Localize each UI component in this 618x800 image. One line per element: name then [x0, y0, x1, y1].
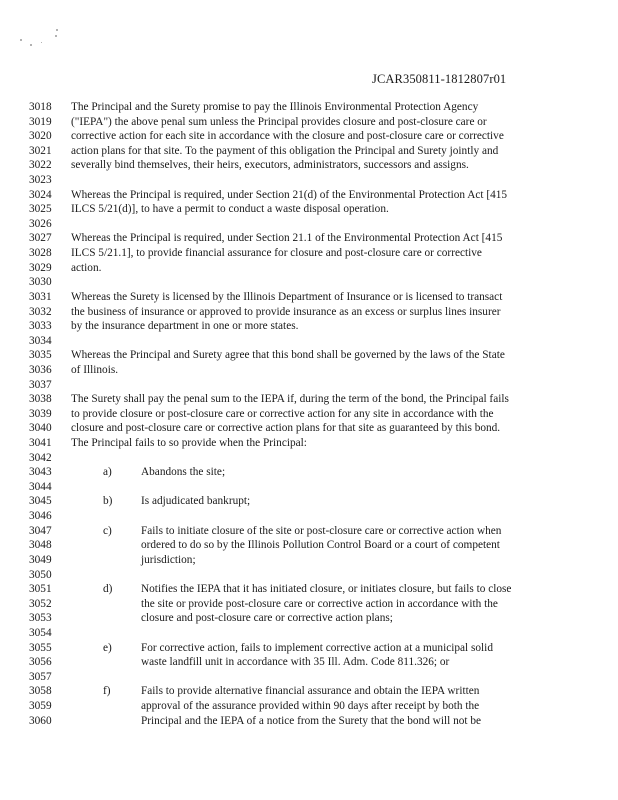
document-line	[0, 319, 618, 334]
list-item-text: Fails to initiate closure of the site or post-closure care or corrective action when	[141, 524, 502, 537]
line-number: 3060	[29, 714, 52, 727]
list-item-text: jurisdiction;	[141, 553, 196, 566]
document-line	[0, 421, 618, 436]
document-line	[0, 334, 618, 349]
line-number: 3042	[29, 451, 52, 464]
document-line	[0, 626, 618, 641]
paragraph-text: ILCS 5/21.1], to provide financial assurance for closure and post-closure care or corrective	[71, 247, 482, 260]
line-number: 3019	[29, 115, 52, 128]
line-number: 3039	[29, 407, 52, 420]
line-number: 3035	[29, 349, 52, 362]
document-line	[0, 436, 618, 451]
paragraph-text: action.	[71, 261, 102, 274]
list-item-text: waste landfill unit in accordance with 35 Ill. Adm. Code 811.326; or	[141, 656, 450, 669]
list-item-text: Is adjudicated bankrupt;	[141, 495, 251, 508]
document-line	[0, 290, 618, 305]
document-line	[0, 509, 618, 524]
paragraph-text: The Principal and the Surety promise to pay the Illinois Environmental Protection Agency	[71, 101, 479, 113]
paragraph-text: action plans for that site. To the payment of this obligation the Principal and Surety jointly and	[71, 144, 499, 157]
line-number: 3031	[29, 290, 52, 303]
paragraph-text: Whereas the Surety is licensed by the Illinois Department of Insurance or is licensed to transact	[71, 290, 503, 303]
document-line	[0, 670, 618, 685]
paragraph-text: Whereas the Principal is required, under Section 21(d) of the Environmental Protection Act [415	[71, 188, 508, 201]
paragraph-text: severally bind themselves, their heirs, executors, administrators, successors and assigns.	[71, 159, 469, 172]
document-line	[0, 582, 618, 597]
document-line	[0, 568, 618, 583]
list-item-label: d)	[103, 583, 113, 596]
document-line	[0, 129, 618, 144]
document-line	[0, 611, 618, 626]
line-number: 3057	[29, 670, 52, 683]
document-line	[0, 115, 618, 130]
document-line	[0, 553, 618, 568]
document-line	[0, 231, 618, 246]
document-line	[0, 392, 618, 407]
list-item-text: For corrective action, fails to implement corrective action at a municipal solid	[141, 641, 493, 654]
document-line	[0, 641, 618, 656]
line-number: 3021	[29, 144, 52, 157]
document-line	[0, 538, 618, 553]
document-line	[0, 363, 618, 378]
paragraph-text: The Principal fails to so provide when the Principal:	[71, 437, 307, 450]
line-number: 3059	[29, 699, 52, 712]
list-item-text: the site or provide post-closure care or corrective action in accordance with the	[141, 597, 498, 610]
paragraph-text: the business of insurance or approved to provide insurance as an excess or surplus lines insurer	[71, 305, 501, 318]
document-line	[0, 655, 618, 670]
paragraph-text: closure and post-closure care or corrective action plans for that site as guaranteed by this bond.	[71, 422, 501, 435]
document-line	[0, 699, 618, 714]
line-number: 3020	[29, 130, 52, 143]
document-line	[0, 188, 618, 203]
line-number: 3048	[29, 539, 52, 552]
document-line	[0, 275, 618, 290]
document-body	[0, 100, 618, 728]
paragraph-text: corrective action for each site in accordance with the closure and post-closure care or corrective	[71, 130, 504, 143]
list-item-label: f)	[103, 685, 111, 698]
line-number: 3024	[29, 188, 52, 201]
line-number: 3045	[29, 495, 52, 508]
document-line	[0, 100, 618, 115]
document-line	[0, 202, 618, 217]
line-number: 3023	[29, 174, 52, 187]
list-item-text: ordered to do so by the Illinois Pollution Control Board or a court of competent	[141, 539, 500, 552]
line-number: 3037	[29, 378, 52, 391]
document-line	[0, 714, 618, 729]
document-line	[0, 144, 618, 159]
list-item-label: c)	[103, 524, 112, 537]
paragraph-text: ILCS 5/21(d)], to have a permit to conduct a waste disposal operation.	[71, 203, 389, 216]
list-item-label: b)	[103, 495, 113, 508]
line-number: 3058	[29, 685, 52, 698]
document-line	[0, 217, 618, 232]
document-id: JCAR350811-1812807r01	[372, 72, 507, 86]
list-item-text: approval of the assurance provided within 90 days after receipt by both the	[141, 699, 480, 712]
document-line	[0, 348, 618, 363]
document-line	[0, 378, 618, 393]
line-number: 3036	[29, 363, 52, 376]
line-number: 3029	[29, 261, 52, 274]
line-number: 3027	[29, 232, 52, 245]
line-number: 3030	[29, 276, 52, 289]
line-number: 3056	[29, 656, 52, 669]
line-number: 3032	[29, 305, 52, 318]
paragraph-text: Whereas the Principal and Surety agree that this bond shall be governed by the laws of the State	[71, 349, 505, 362]
line-number: 3022	[29, 159, 52, 172]
document-line	[0, 480, 618, 495]
document-line	[0, 684, 618, 699]
document-line	[0, 465, 618, 480]
line-number: 3046	[29, 510, 52, 523]
line-number: 3025	[29, 203, 52, 216]
document-line	[0, 305, 618, 320]
document-line	[0, 261, 618, 276]
list-item-text: Abandons the site;	[141, 466, 226, 479]
list-item-label: e)	[103, 641, 112, 654]
line-number: 3054	[29, 626, 52, 639]
list-item-text: Notifies the IEPA that it has initiated closure, or initiates closure, but fails to close	[141, 583, 512, 596]
scan-speck	[41, 42, 42, 43]
document-line	[0, 524, 618, 539]
paragraph-text: of Illinois.	[71, 363, 119, 376]
line-number: 3049	[29, 553, 52, 566]
line-number: 3051	[29, 583, 52, 596]
scan-speck	[20, 39, 22, 41]
scan-speck	[56, 29, 58, 31]
line-number: 3040	[29, 422, 52, 435]
paragraph-text: by the insurance department in one or more states.	[71, 320, 299, 333]
line-number: 3043	[29, 466, 52, 479]
document-line	[0, 158, 618, 173]
line-number: 3044	[29, 480, 52, 493]
document-line	[0, 597, 618, 612]
line-number: 3034	[29, 334, 52, 347]
list-item-text: closure and post-closure care or corrective action plans;	[141, 612, 393, 625]
list-item-text: Principal and the IEPA of a notice from the Surety that the bond will not be	[141, 714, 481, 727]
line-number: 3018	[29, 101, 52, 113]
paragraph-text: ("IEPA") the above penal sum unless the Principal provides closure and post-closure care or	[71, 115, 487, 128]
line-number: 3028	[29, 247, 52, 260]
scan-speck	[55, 35, 57, 37]
document-line	[0, 451, 618, 466]
document-line	[0, 173, 618, 188]
document-line	[0, 494, 618, 509]
list-item-label: a)	[103, 466, 112, 479]
line-number: 3050	[29, 568, 52, 581]
paragraph-text: to provide closure or post-closure care or corrective action for any site in accordance with the	[71, 407, 494, 420]
line-number: 3026	[29, 217, 52, 230]
line-number: 3047	[29, 524, 52, 537]
document-line	[0, 407, 618, 422]
line-number: 3041	[29, 437, 52, 450]
line-number: 3052	[29, 597, 52, 610]
document-line	[0, 246, 618, 261]
line-number: 3038	[29, 393, 52, 406]
line-number: 3053	[29, 612, 52, 625]
scan-speck	[30, 44, 32, 46]
line-number: 3033	[29, 320, 52, 333]
paragraph-text: The Surety shall pay the penal sum to the IEPA if, during the term of the bond, the Principal fails	[71, 393, 509, 406]
paragraph-text: Whereas the Principal is required, under Section 21.1 of the Environmental Protection Act [415	[71, 232, 503, 245]
line-number: 3055	[29, 641, 52, 654]
list-item-text: Fails to provide alternative financial assurance and obtain the IEPA written	[141, 685, 480, 698]
